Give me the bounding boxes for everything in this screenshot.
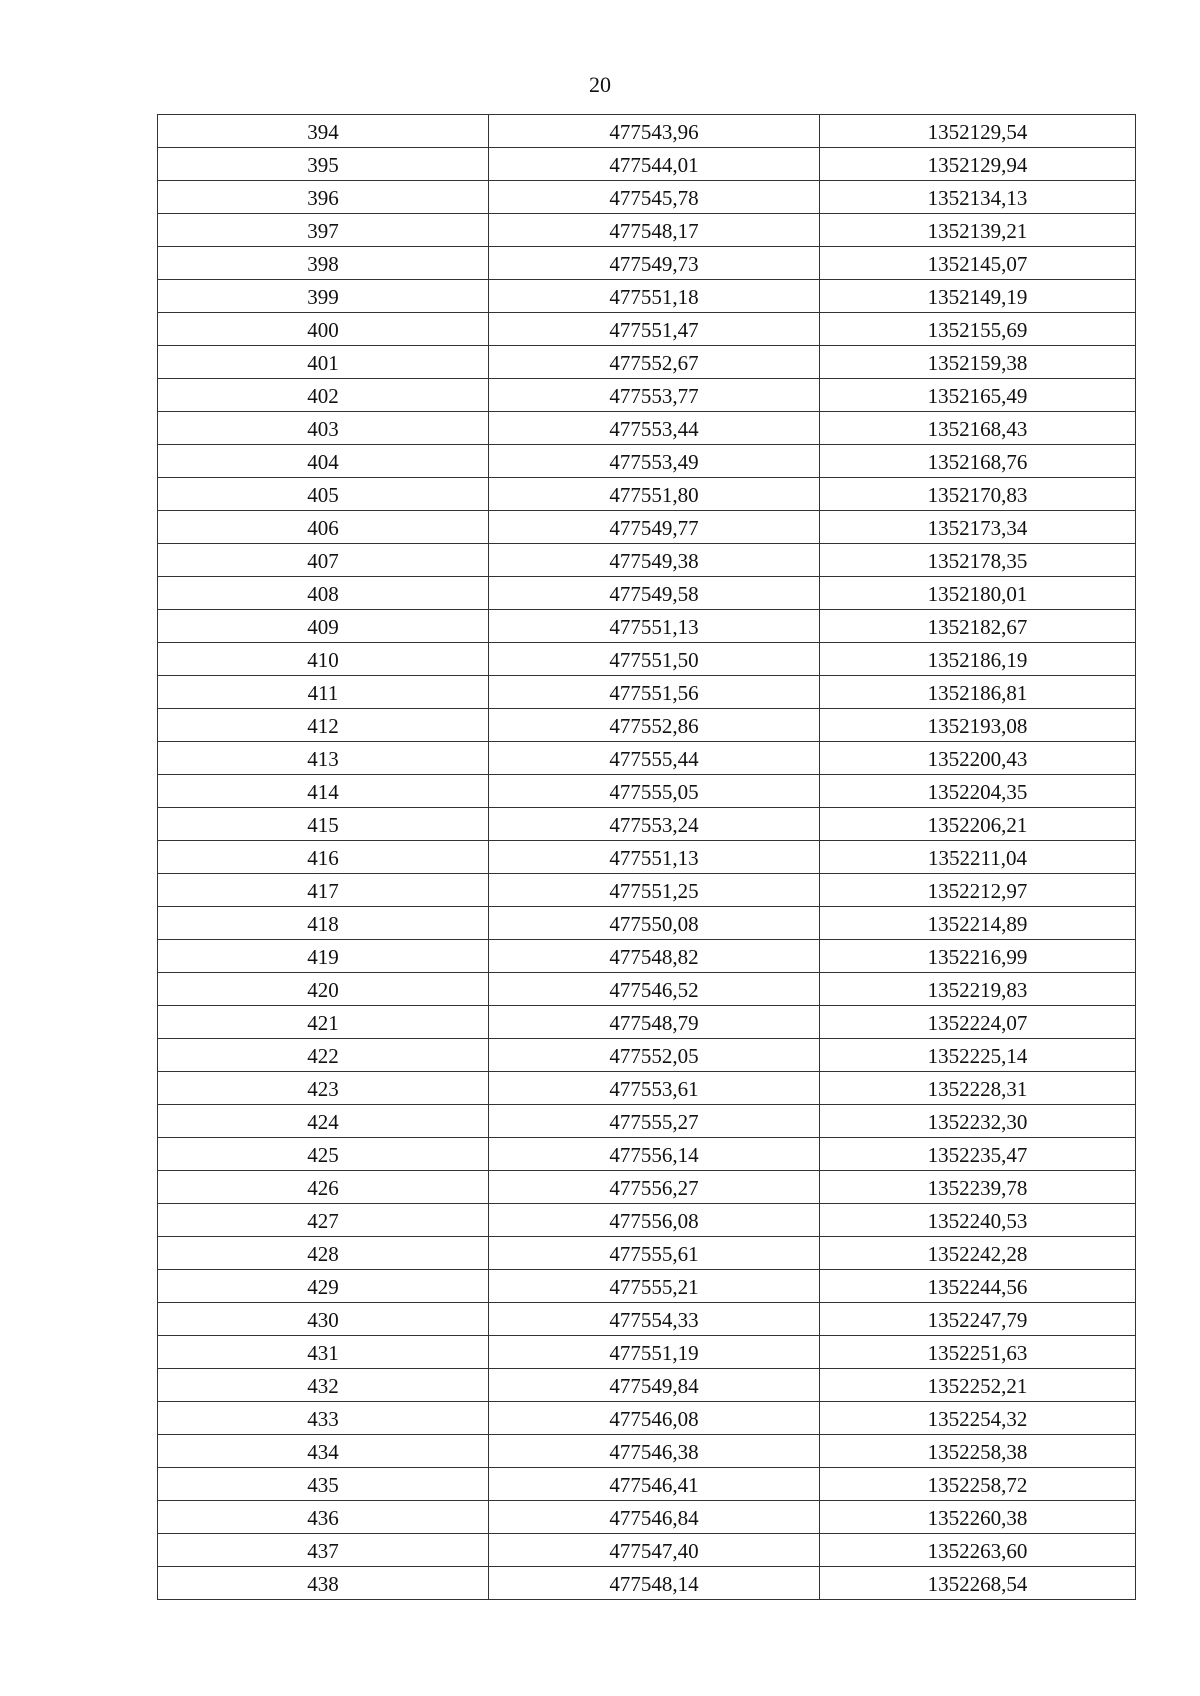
y-coordinate-cell: 1352240,53: [820, 1204, 1136, 1237]
y-coordinate-cell: 1352182,67: [820, 610, 1136, 643]
x-coordinate-cell: 477555,44: [489, 742, 820, 775]
x-coordinate-cell: 477547,40: [489, 1534, 820, 1567]
y-coordinate-cell: 1352252,21: [820, 1369, 1136, 1402]
table-row: [158, 1534, 1136, 1567]
x-coordinate-cell: 477555,27: [489, 1105, 820, 1138]
x-coordinate-cell: 477549,38: [489, 544, 820, 577]
y-coordinate-cell: 1352139,21: [820, 214, 1136, 247]
point-number-cell: 432: [158, 1369, 489, 1402]
y-coordinate-cell: 1352200,43: [820, 742, 1136, 775]
y-coordinate-cell: 1352219,83: [820, 973, 1136, 1006]
table-row: [158, 313, 1136, 346]
table-row: [158, 280, 1136, 313]
point-number-cell: 431: [158, 1336, 489, 1369]
table-row: [158, 1369, 1136, 1402]
x-coordinate-cell: 477549,84: [489, 1369, 820, 1402]
point-number-cell: 426: [158, 1171, 489, 1204]
y-coordinate-cell: 1352129,94: [820, 148, 1136, 181]
y-coordinate-cell: 1352170,83: [820, 478, 1136, 511]
table-row: [158, 412, 1136, 445]
coordinates-table: [157, 114, 1136, 1600]
point-number-cell: 428: [158, 1237, 489, 1270]
point-number-cell: 434: [158, 1435, 489, 1468]
x-coordinate-cell: 477548,17: [489, 214, 820, 247]
point-number-cell: 408: [158, 577, 489, 610]
x-coordinate-cell: 477546,52: [489, 973, 820, 1006]
table-row: [158, 181, 1136, 214]
x-coordinate-cell: 477552,05: [489, 1039, 820, 1072]
x-coordinate-cell: 477550,08: [489, 907, 820, 940]
point-number-cell: 400: [158, 313, 489, 346]
point-number-cell: 419: [158, 940, 489, 973]
y-coordinate-cell: 1352159,38: [820, 346, 1136, 379]
x-coordinate-cell: 477549,77: [489, 511, 820, 544]
point-number-cell: 414: [158, 775, 489, 808]
x-coordinate-cell: 477549,73: [489, 247, 820, 280]
table-row: [158, 742, 1136, 775]
x-coordinate-cell: 477551,13: [489, 610, 820, 643]
point-number-cell: 436: [158, 1501, 489, 1534]
point-number-cell: 433: [158, 1402, 489, 1435]
x-coordinate-cell: 477548,79: [489, 1006, 820, 1039]
x-coordinate-cell: 477544,01: [489, 148, 820, 181]
y-coordinate-cell: 1352178,35: [820, 544, 1136, 577]
y-coordinate-cell: 1352258,38: [820, 1435, 1136, 1468]
x-coordinate-cell: 477555,05: [489, 775, 820, 808]
y-coordinate-cell: 1352244,56: [820, 1270, 1136, 1303]
table-row: [158, 709, 1136, 742]
point-number-cell: 424: [158, 1105, 489, 1138]
point-number-cell: 435: [158, 1468, 489, 1501]
point-number-cell: 421: [158, 1006, 489, 1039]
point-number-cell: 412: [158, 709, 489, 742]
x-coordinate-cell: 477553,44: [489, 412, 820, 445]
y-coordinate-cell: 1352211,04: [820, 841, 1136, 874]
y-coordinate-cell: 1352204,35: [820, 775, 1136, 808]
y-coordinate-cell: 1352155,69: [820, 313, 1136, 346]
y-coordinate-cell: 1352173,34: [820, 511, 1136, 544]
point-number-cell: 416: [158, 841, 489, 874]
point-number-cell: 418: [158, 907, 489, 940]
x-coordinate-cell: 477553,61: [489, 1072, 820, 1105]
table-row: [158, 1006, 1136, 1039]
x-coordinate-cell: 477556,14: [489, 1138, 820, 1171]
point-number-cell: 423: [158, 1072, 489, 1105]
table-row: [158, 1402, 1136, 1435]
table-row: [158, 1204, 1136, 1237]
y-coordinate-cell: 1352214,89: [820, 907, 1136, 940]
y-coordinate-cell: 1352168,76: [820, 445, 1136, 478]
table-row: [158, 247, 1136, 280]
y-coordinate-cell: 1352242,28: [820, 1237, 1136, 1270]
point-number-cell: 409: [158, 610, 489, 643]
y-coordinate-cell: 1352228,31: [820, 1072, 1136, 1105]
table-row: [158, 841, 1136, 874]
table-row: [158, 148, 1136, 181]
x-coordinate-cell: 477553,49: [489, 445, 820, 478]
x-coordinate-cell: 477553,24: [489, 808, 820, 841]
y-coordinate-cell: 1352260,38: [820, 1501, 1136, 1534]
point-number-cell: 404: [158, 445, 489, 478]
table-row: [158, 1270, 1136, 1303]
x-coordinate-cell: 477551,56: [489, 676, 820, 709]
y-coordinate-cell: 1352149,19: [820, 280, 1136, 313]
point-number-cell: 399: [158, 280, 489, 313]
y-coordinate-cell: 1352251,63: [820, 1336, 1136, 1369]
point-number-cell: 401: [158, 346, 489, 379]
x-coordinate-cell: 477555,61: [489, 1237, 820, 1270]
table-row: [158, 1171, 1136, 1204]
point-number-cell: 402: [158, 379, 489, 412]
y-coordinate-cell: 1352168,43: [820, 412, 1136, 445]
y-coordinate-cell: 1352239,78: [820, 1171, 1136, 1204]
point-number-cell: 407: [158, 544, 489, 577]
x-coordinate-cell: 477548,14: [489, 1567, 820, 1600]
x-coordinate-cell: 477551,80: [489, 478, 820, 511]
table-row: [158, 1303, 1136, 1336]
point-number-cell: 417: [158, 874, 489, 907]
x-coordinate-cell: 477551,18: [489, 280, 820, 313]
y-coordinate-cell: 1352235,47: [820, 1138, 1136, 1171]
y-coordinate-cell: 1352180,01: [820, 577, 1136, 610]
y-coordinate-cell: 1352165,49: [820, 379, 1136, 412]
table-row: [158, 478, 1136, 511]
x-coordinate-cell: 477545,78: [489, 181, 820, 214]
y-coordinate-cell: 1352247,79: [820, 1303, 1136, 1336]
table-row: [158, 544, 1136, 577]
x-coordinate-cell: 477549,58: [489, 577, 820, 610]
point-number-cell: 410: [158, 643, 489, 676]
y-coordinate-cell: 1352258,72: [820, 1468, 1136, 1501]
point-number-cell: 398: [158, 247, 489, 280]
table-row: [158, 610, 1136, 643]
x-coordinate-cell: 477551,47: [489, 313, 820, 346]
table-row: [158, 643, 1136, 676]
x-coordinate-cell: 477556,27: [489, 1171, 820, 1204]
table-row: [158, 346, 1136, 379]
table-row: [158, 1336, 1136, 1369]
point-number-cell: 438: [158, 1567, 489, 1600]
x-coordinate-cell: 477555,21: [489, 1270, 820, 1303]
point-number-cell: 437: [158, 1534, 489, 1567]
y-coordinate-cell: 1352206,21: [820, 808, 1136, 841]
x-coordinate-cell: 477551,25: [489, 874, 820, 907]
table-row: [158, 940, 1136, 973]
y-coordinate-cell: 1352186,81: [820, 676, 1136, 709]
table-row: [158, 1237, 1136, 1270]
x-coordinate-cell: 477546,08: [489, 1402, 820, 1435]
x-coordinate-cell: 477552,67: [489, 346, 820, 379]
y-coordinate-cell: 1352225,14: [820, 1039, 1136, 1072]
y-coordinate-cell: 1352186,19: [820, 643, 1136, 676]
point-number-cell: 420: [158, 973, 489, 1006]
point-number-cell: 422: [158, 1039, 489, 1072]
y-coordinate-cell: 1352268,54: [820, 1567, 1136, 1600]
y-coordinate-cell: 1352224,07: [820, 1006, 1136, 1039]
table-row: [158, 577, 1136, 610]
y-coordinate-cell: 1352145,07: [820, 247, 1136, 280]
table-row: [158, 1105, 1136, 1138]
table-row: [158, 1039, 1136, 1072]
x-coordinate-cell: 477551,50: [489, 643, 820, 676]
table-row: [158, 1567, 1136, 1600]
y-coordinate-cell: 1352263,60: [820, 1534, 1136, 1567]
point-number-cell: 415: [158, 808, 489, 841]
x-coordinate-cell: 477551,19: [489, 1336, 820, 1369]
y-coordinate-cell: 1352232,30: [820, 1105, 1136, 1138]
table-row: [158, 775, 1136, 808]
table-row: [158, 115, 1136, 148]
y-coordinate-cell: 1352193,08: [820, 709, 1136, 742]
point-number-cell: 413: [158, 742, 489, 775]
table-row: [158, 676, 1136, 709]
point-number-cell: 394: [158, 115, 489, 148]
table-row: [158, 1468, 1136, 1501]
point-number-cell: 429: [158, 1270, 489, 1303]
point-number-cell: 395: [158, 148, 489, 181]
table-row: [158, 379, 1136, 412]
y-coordinate-cell: 1352134,13: [820, 181, 1136, 214]
x-coordinate-cell: 477543,96: [489, 115, 820, 148]
table-row: [158, 1435, 1136, 1468]
x-coordinate-cell: 477546,38: [489, 1435, 820, 1468]
table-row: [158, 445, 1136, 478]
x-coordinate-cell: 477552,86: [489, 709, 820, 742]
point-number-cell: 405: [158, 478, 489, 511]
y-coordinate-cell: 1352254,32: [820, 1402, 1136, 1435]
x-coordinate-cell: 477556,08: [489, 1204, 820, 1237]
point-number-cell: 406: [158, 511, 489, 544]
point-number-cell: 396: [158, 181, 489, 214]
table-row: [158, 1072, 1136, 1105]
point-number-cell: 430: [158, 1303, 489, 1336]
table-row: [158, 973, 1136, 1006]
coordinates-table-body: [158, 115, 1136, 1600]
table-row: [158, 907, 1136, 940]
y-coordinate-cell: 1352212,97: [820, 874, 1136, 907]
table-row: [158, 214, 1136, 247]
x-coordinate-cell: 477546,41: [489, 1468, 820, 1501]
x-coordinate-cell: 477546,84: [489, 1501, 820, 1534]
x-coordinate-cell: 477553,77: [489, 379, 820, 412]
table-row: [158, 874, 1136, 907]
point-number-cell: 427: [158, 1204, 489, 1237]
point-number-cell: 403: [158, 412, 489, 445]
x-coordinate-cell: 477548,82: [489, 940, 820, 973]
point-number-cell: 425: [158, 1138, 489, 1171]
y-coordinate-cell: 1352216,99: [820, 940, 1136, 973]
x-coordinate-cell: 477551,13: [489, 841, 820, 874]
point-number-cell: 411: [158, 676, 489, 709]
y-coordinate-cell: 1352129,54: [820, 115, 1136, 148]
table-row: [158, 511, 1136, 544]
table-row: [158, 808, 1136, 841]
point-number-cell: 397: [158, 214, 489, 247]
table-row: [158, 1138, 1136, 1171]
page-number: 20: [589, 72, 611, 97]
x-coordinate-cell: 477554,33: [489, 1303, 820, 1336]
table-row: [158, 1501, 1136, 1534]
